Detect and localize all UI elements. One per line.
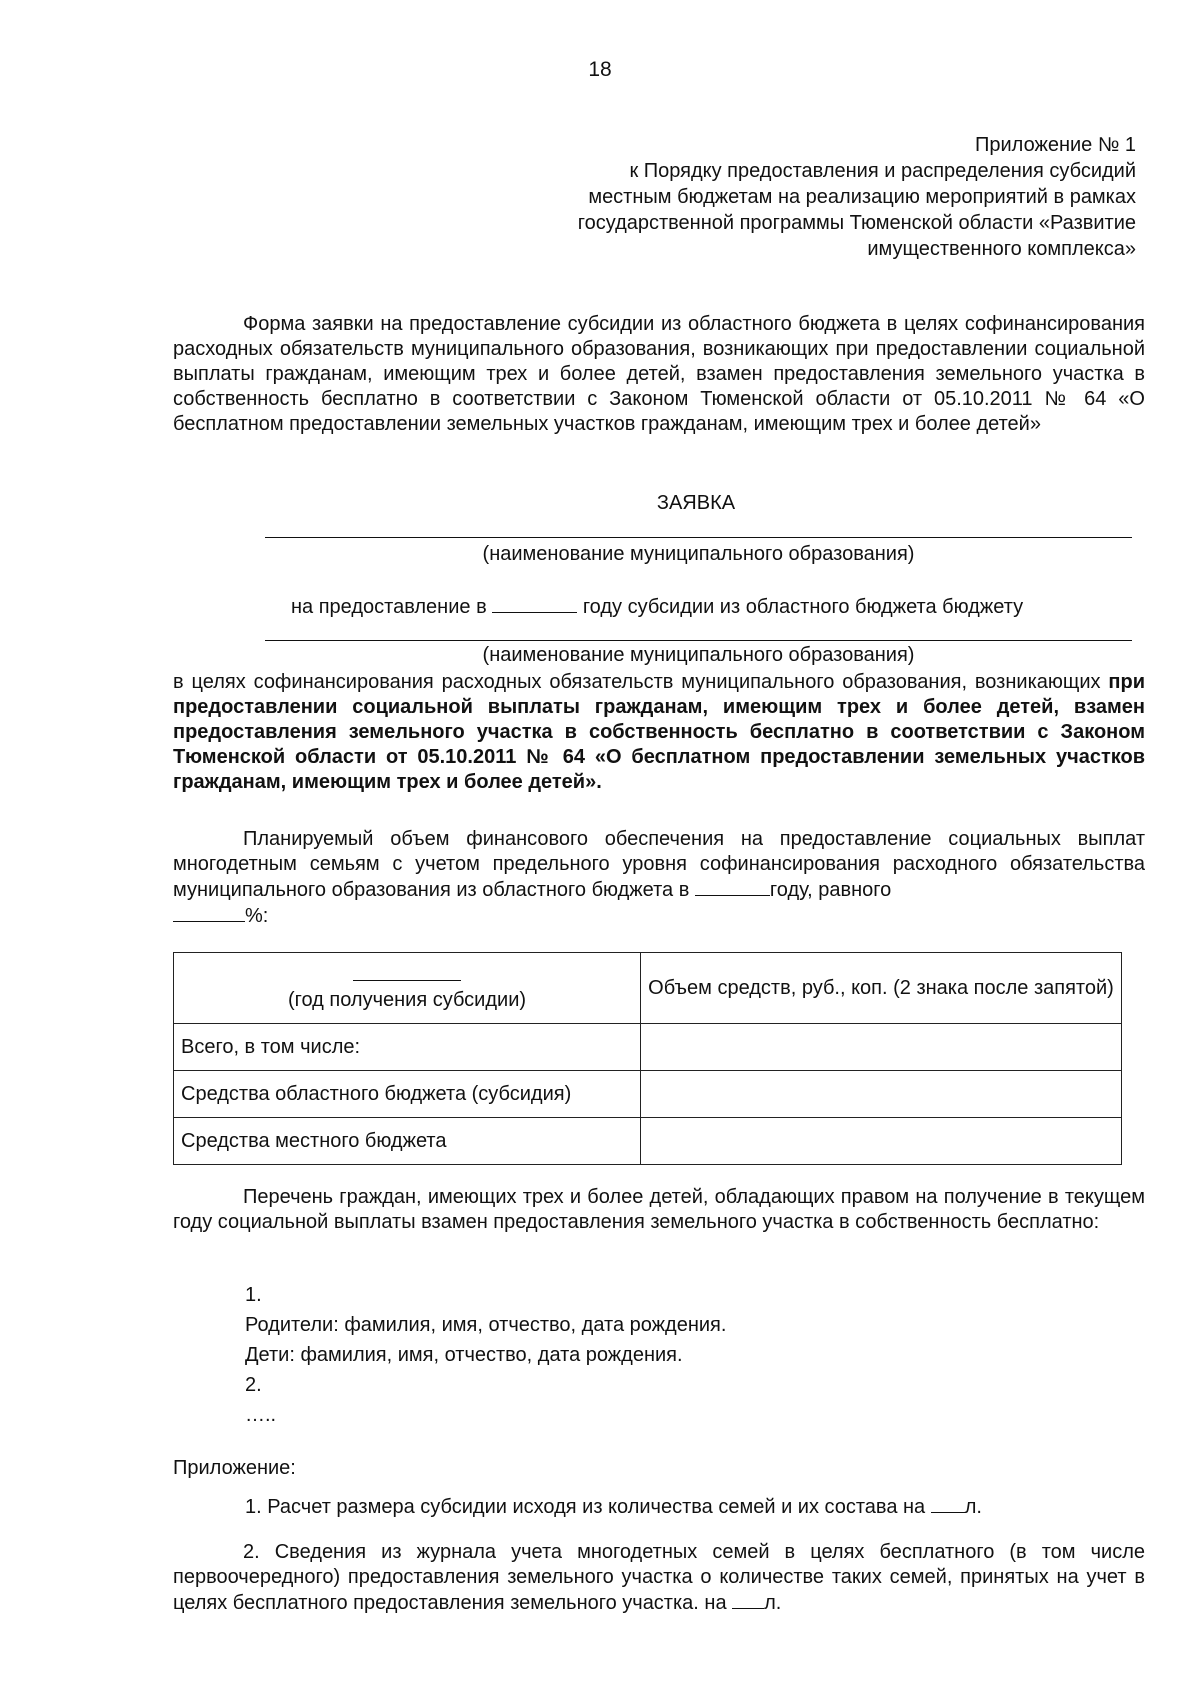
form-intro: Форма заявки на предоставление субсидии из областного бюджета в целях софинансирования расходных обязательств муниципального образования, возникающих при предоставлении социальной выплаты гражданам, имеющим трех и более детей, взамен предоставления земельного участка в собственность бесплатно в соответствии с Законом Тюменской области от 05.10.2011 № 64 «О бесплатном предоставлении земельных участков гражданам, имеющим трех и более детей» xyxy=(173,313,1145,435)
citizens-intro: Перечень граждан, имеющих трех и более детей, обладающих правом на получение в текущем году социальной выплаты взамен предоставления земельного участка в собственность бесплатно: xyxy=(173,1186,1145,1233)
table-header-year xyxy=(174,953,641,1024)
muni-caption-2: (наименование муниципального образования) xyxy=(482,644,915,666)
table-cell-label: Всего, в том числе: xyxy=(174,1024,641,1071)
appendix-header xyxy=(578,132,1136,262)
appendix-line: государственной программы Тюменской области «Развитие xyxy=(577,212,1136,234)
table-cell-value xyxy=(641,1071,1122,1118)
page-number: 18 xyxy=(588,58,612,81)
attachment-2-text: 2. Сведения из журнала учета многодетных семей в целях бесплатного (в том числе первоочередного) предоставления земельного участка о количестве таких семей, принятых на учет в целях бесплатного предоставления земельного участка. на xyxy=(173,1541,1145,1614)
table-row xyxy=(174,1024,1122,1071)
planned-mid: году, равного xyxy=(769,879,892,901)
attachments-label: Приложение: xyxy=(173,1457,296,1479)
appendix-line: к Порядку предоставления и распределения субсидий xyxy=(629,160,1136,182)
list-item: Родители: фамилия, имя, отчество, дата рождения. xyxy=(245,1314,727,1336)
citizens-list xyxy=(245,1280,726,1430)
request-line-before: на предоставление в xyxy=(291,596,487,618)
list-item: 2. xyxy=(245,1374,262,1396)
percent-blank xyxy=(173,903,245,922)
table-row xyxy=(174,1118,1122,1165)
table-cell-value xyxy=(641,1024,1122,1071)
table-header-row xyxy=(174,953,1122,1024)
appendix-line: Приложение № 1 xyxy=(975,134,1136,156)
attachment-item-2 xyxy=(173,1540,1145,1616)
request-line xyxy=(291,594,1023,619)
appendix-line: местным бюджетам на реализацию мероприятий в рамках xyxy=(588,186,1136,208)
attachment-1-text: 1. Расчет размера субсидии исходя из количества семей и их состава на xyxy=(245,1496,926,1518)
list-item: Дети: фамилия, имя, отчество, дата рождения. xyxy=(245,1344,683,1366)
year-blank xyxy=(492,594,577,613)
list-item: 1. xyxy=(245,1284,262,1306)
year-of-subsidy-blank xyxy=(353,976,461,981)
appendix-line: имущественного комплекса» xyxy=(867,238,1136,260)
year-header-caption: (год получения субсидии) xyxy=(287,989,527,1011)
table-row xyxy=(174,1071,1122,1118)
financing-table xyxy=(173,952,1122,1165)
attachment-1-after: л. xyxy=(964,1496,982,1518)
planned-paragraph xyxy=(173,827,1145,929)
purpose-paragraph xyxy=(173,670,1145,795)
planned-text: Планируемый объем финансового обеспечения на предоставление социальных выплат многодетным семьям с учетом предельного уровня софинансирования расходного обязательства муниципального образования из областного бюджета в xyxy=(173,828,1145,901)
table-cell-value xyxy=(641,1118,1122,1165)
purpose-bold: при предоставлении социальной выплаты гражданам, имеющим трех и более детей, взамен предоставления земельного участка в собственность бесплатно в соответствии с Законом Тюменской области от 05.10.2011 № 64 «О бесплатном предоставлении земельных участков гражданам, имеющим трех и более детей». xyxy=(173,671,1145,793)
pages-blank xyxy=(732,1590,764,1609)
muni-name-field-1 xyxy=(265,537,1132,538)
attachment-2-after: л. xyxy=(764,1592,782,1614)
document-title: ЗАЯВКА xyxy=(656,492,736,514)
table-header-amount: Объем средств, руб., коп. (2 знака после запятой) xyxy=(641,953,1122,1024)
pages-blank xyxy=(931,1494,965,1513)
attachment-item-1 xyxy=(245,1494,982,1519)
planned-year-blank xyxy=(695,877,770,896)
table-cell-label: Средства областного бюджета (субсидия) xyxy=(174,1071,641,1118)
planned-end: %: xyxy=(245,905,269,927)
muni-name-field-2 xyxy=(265,640,1132,641)
request-line-after: году субсидии из областного бюджета бюджету xyxy=(582,596,1024,618)
table-cell-label: Средства местного бюджета xyxy=(174,1118,641,1165)
purpose-plain: в целях софинансирования расходных обязательств муниципального образования, возникающих xyxy=(173,671,1109,693)
muni-caption-1: (наименование муниципального образования) xyxy=(482,543,915,565)
list-item: ….. xyxy=(245,1404,277,1426)
